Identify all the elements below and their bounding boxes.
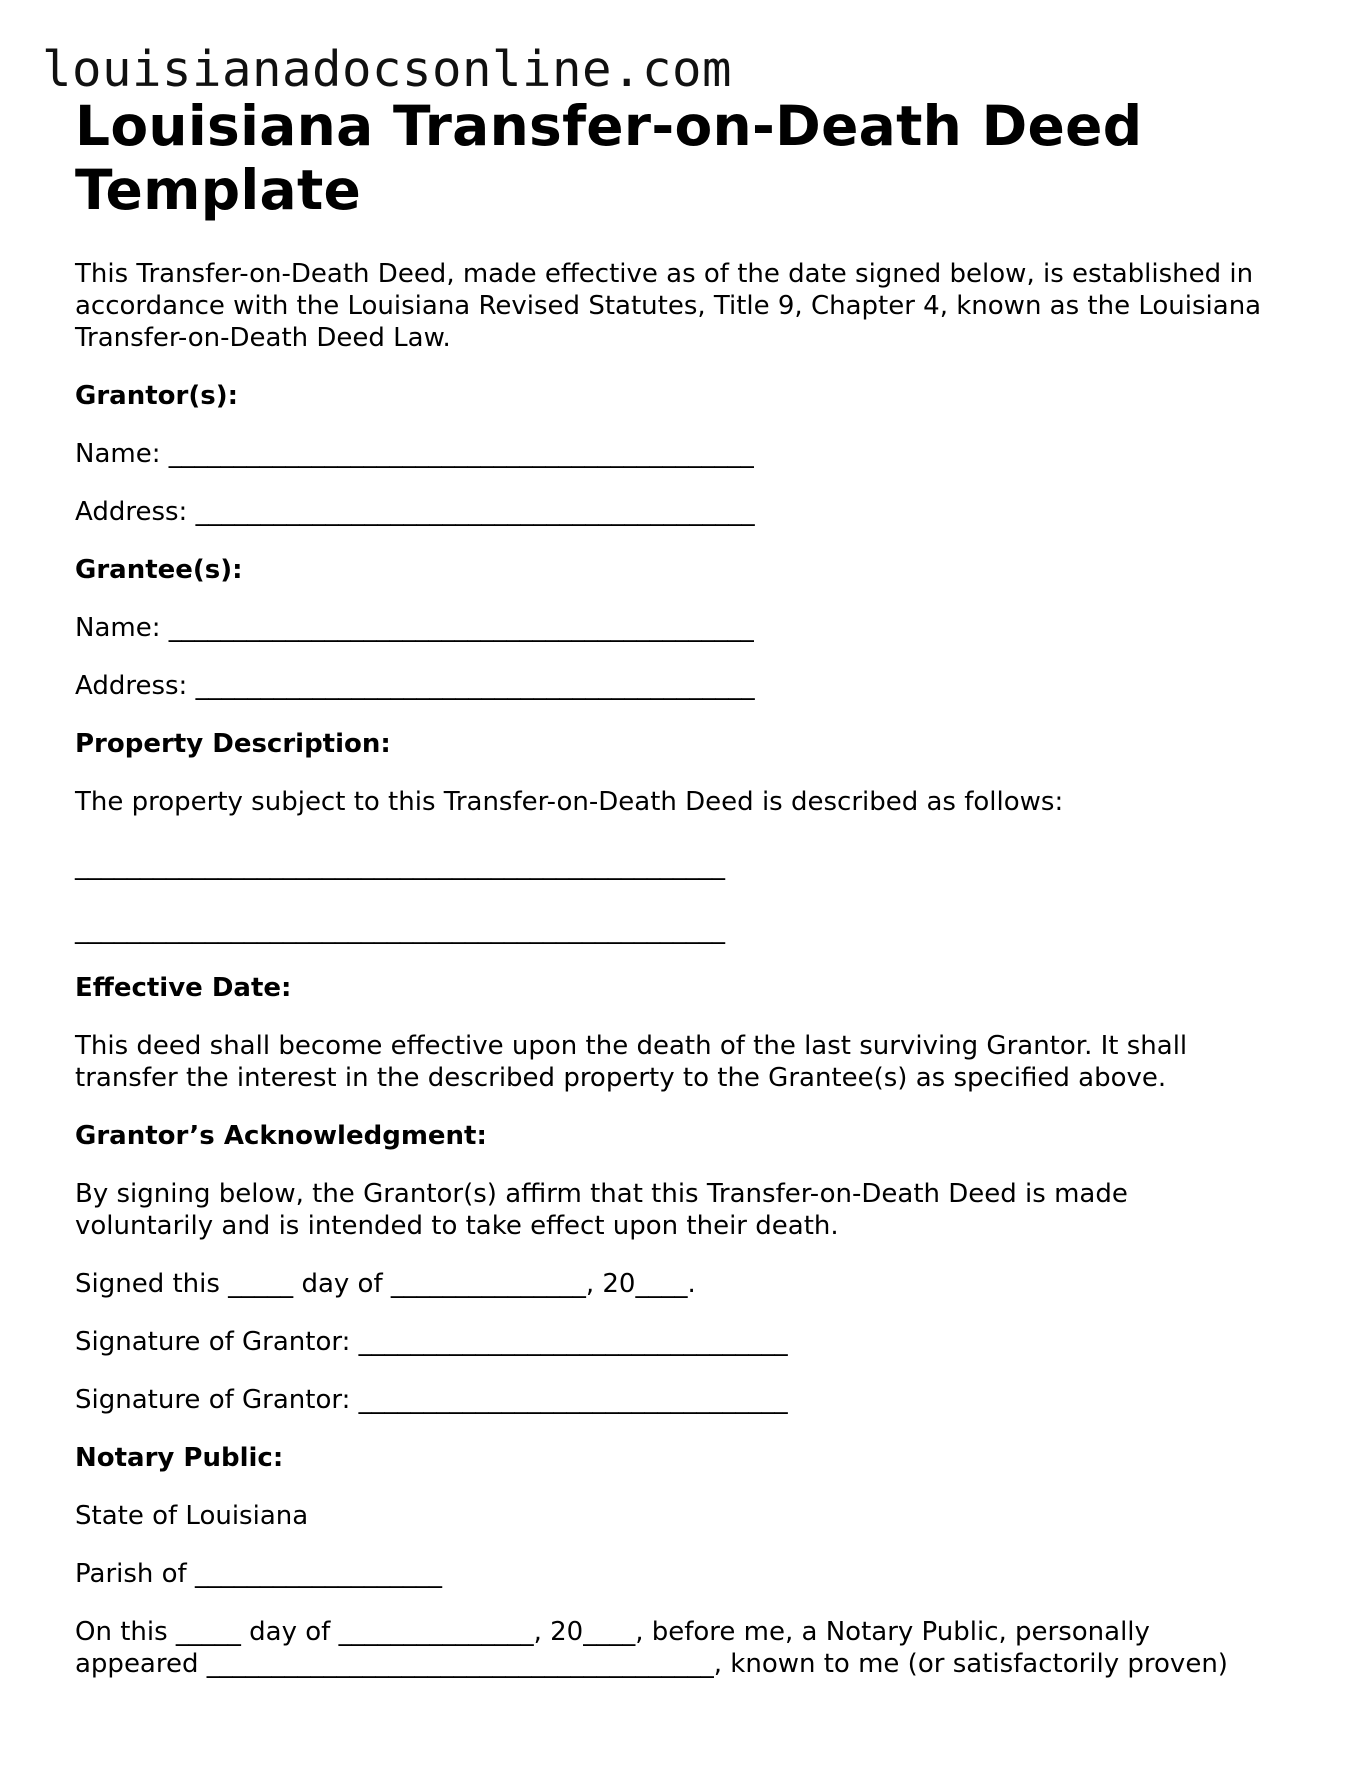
grantor-address-field: Address: ___________________________________________ [75, 497, 755, 527]
intro-line: accordance with the Louisiana Revised Statutes, Title 9, Chapter 4, known as the Louisiana [75, 291, 1262, 321]
notary-parish-field: Parish of ___________________ [75, 1559, 442, 1589]
notary-line: On this _____ day of _______________, 20____, before me, a Notary Public, personally [75, 1617, 1150, 1647]
effective-date-paragraph [75, 1030, 1305, 1094]
watermark-site-name: louisianadocsonline.com [42, 41, 733, 98]
grantor-signature-field: Signature of Grantor: _________________________________ [75, 1327, 788, 1357]
property-heading: Property Description: [75, 729, 391, 759]
grantor-heading: Grantor(s): [75, 381, 238, 411]
signed-date-field: Signed this _____ day of _______________, 20____. [75, 1269, 696, 1299]
grantor-name-field: Name: _____________________________________________ [75, 439, 754, 469]
property-text: The property subject to this Transfer-on-Death Deed is described as follows: [75, 787, 1064, 817]
notary-line: appeared _______________________________________, known to me (or satisfactorily proven) [75, 1649, 1228, 1679]
intro-line: This Transfer-on-Death Deed, made effective as of the date signed below, is established in [75, 259, 1254, 289]
notary-heading: Notary Public: [75, 1443, 284, 1473]
intro-line: Transfer-on-Death Deed Law. [75, 323, 451, 353]
grantee-name-field: Name: _____________________________________________ [75, 613, 754, 643]
document-body [75, 94, 1305, 1680]
acknowledgment-line: By signing below, the Grantor(s) affirm that this Transfer-on-Death Deed is made [75, 1179, 1128, 1209]
page-title: Louisiana Transfer-on-Death Deed Template [75, 94, 1143, 222]
acknowledgment-paragraph [75, 1178, 1305, 1242]
acknowledgment-line: voluntarily and is intended to take effect upon their death. [75, 1211, 839, 1241]
notary-state: State of Louisiana [75, 1501, 309, 1531]
effective-date-heading: Effective Date: [75, 973, 292, 1003]
grantor-signature-field: Signature of Grantor: _________________________________ [75, 1385, 788, 1415]
property-blank-line: __________________________________________________ [75, 915, 725, 945]
grantee-heading: Grantee(s): [75, 555, 243, 585]
grantee-address-field: Address: ___________________________________________ [75, 671, 755, 701]
acknowledgment-heading: Grantor’s Acknowledgment: [75, 1121, 487, 1151]
effective-date-line: This deed shall become effective upon the death of the last surviving Grantor. It shall [75, 1031, 1188, 1061]
intro-paragraph [75, 258, 1305, 354]
property-blank-line: __________________________________________________ [75, 851, 725, 881]
notary-paragraph [75, 1616, 1305, 1680]
effective-date-line: transfer the interest in the described property to the Grantee(s) as specified above. [75, 1063, 1167, 1093]
